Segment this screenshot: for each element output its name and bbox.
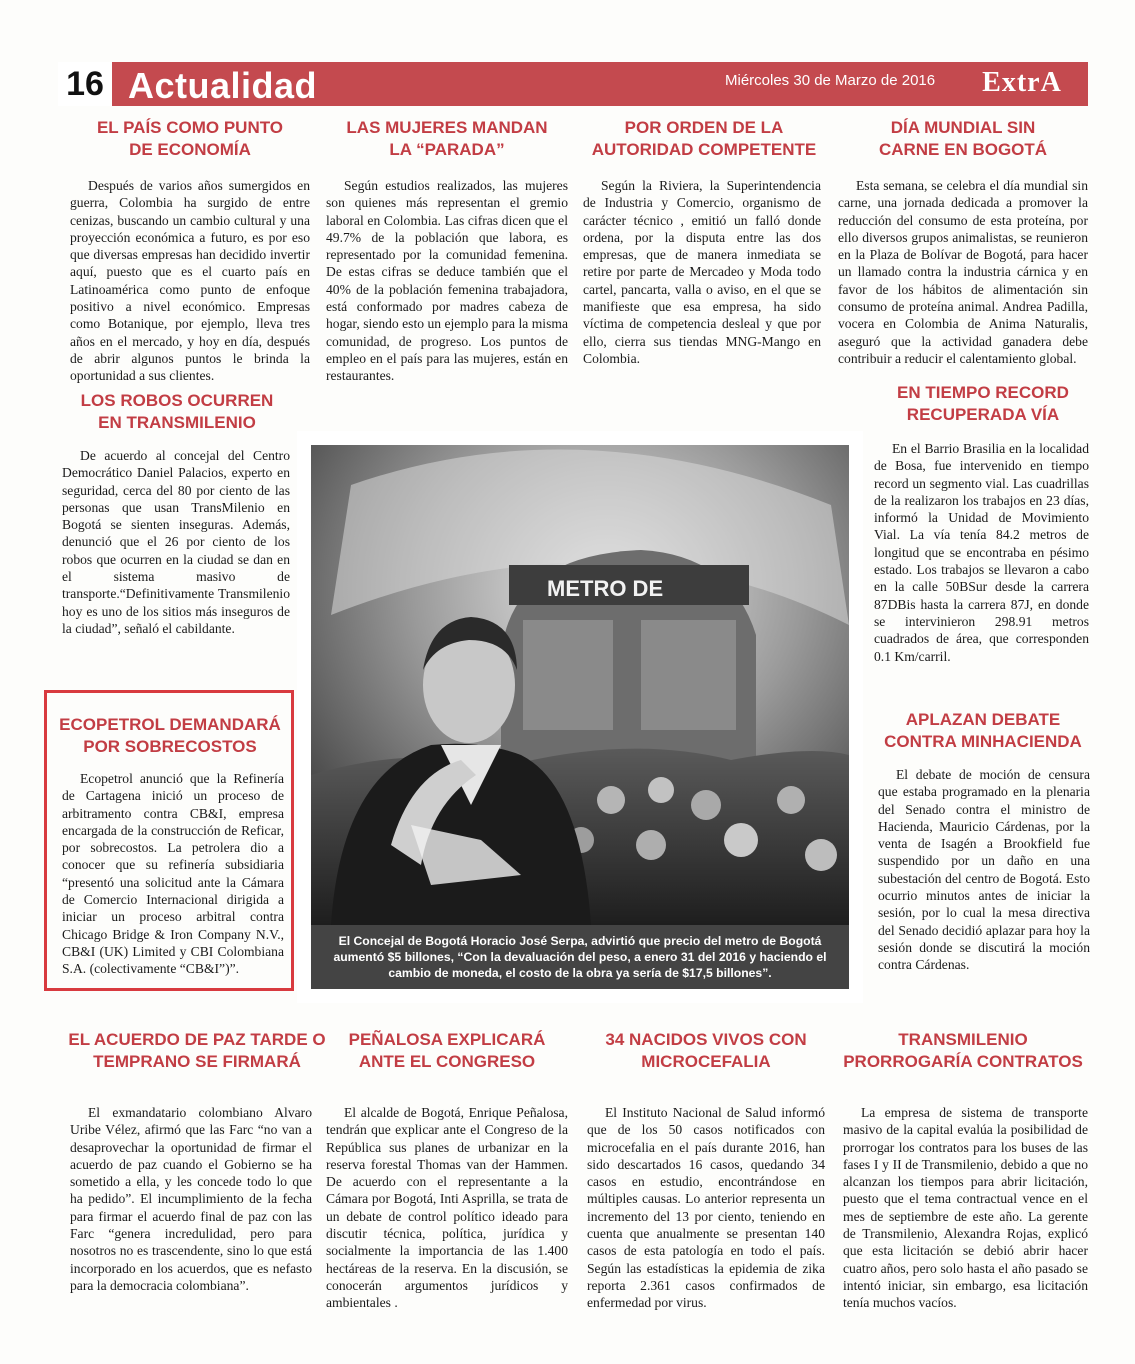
- article-body-acuerdo-paz: El exmandatario colombiano Alvaro Uribe Vélez, afirmó que las Farc “no van a desaprovechar la oportunidad de firmar el acuerdo de paz cuando el Gobierno se ha sometido a ella, y les concede todo lo que ha pedido”. El incumplimiento de la fecha para firmar el acuerdo final de paz con las Farc “genera incredulidad, pero para nosotros no es trascendente, sino lo que está incorporado en los acuerdos, que es nefasto para la democracia colombiana”.: [70, 1105, 312, 1293]
- headline-tiempo-record: EN TIEMPO RECORD RECUPERADA VÍA: [897, 383, 1069, 424]
- article-body-penalosa: El alcalde de Bogotá, Enrique Peñalosa, tendrán que explicar ante el Congreso de la República sus planes de urbanizar en la reserva forestal Thomas van der Hammen. De acuerdo con el representante a la Cámara por Bogotá, Inti Asprilla, se trata de un debate de control político ideado para discutir técnica, política, jurídica y socialmente la importancia de las 1.400 hectáreas de la reserva. En la discusión, se conocerán argumentos jurídicos y ambientales .: [326, 1105, 568, 1311]
- article-body-tiempo-record: En el Barrio Brasilia en la localidad de Bosa, fue intervenido en tiempo record un segmento vial. Las cuadrillas de la realizaron los trabajos en 23 días, informó la Unidad de Movimiento Vial. La vía tenía 84.2 metros de longitud que se encontraba en pésimo estado. Los trabajos se llevaron a cabo en la calle 50BSur desde la carrera 87DBis hasta la carrera 87J, en donde se intervinieron 298.91 metros cuadrados de área, que corresponden 0.1 Km/carril.: [874, 441, 1089, 664]
- article-body-dia-sin-carne: Esta semana, se celebra el día mundial sin carne, una jornada dedicada a promover la reducción del consumo de esta proteína, por ello diversos grupos animalistas, se reunieron en la Plaza de Bolívar de Bogotá, para hacer un llamado contra la industria cárnica y en favor de los hábitos de alimentación sin consumo de proteína animal. Andrea Padilla, vocera en Colombia de Anima Naturalis, aseguró que la actividad ganadera debe contribuir a reducir el calentamiento global.: [838, 178, 1088, 366]
- headline-microcefalia: 34 NACIDOS VIVOS CON MICROCEFALIA: [605, 1030, 807, 1071]
- article-body-transmilenio-contratos: La empresa de sistema de transporte masivo de la capital evalúa la posibilidad de prorrogar los contratos para los buses de las fases I y II de Transmilenio, debido a que no alcanzan los tiempos para abrir licitación, puesto que el tema contractual vence en el mes de septiembre de este año. La gerente de Transmilenio, Alexandra Rojas, explicó que esta licitación se debió abrir hacer cuatro años, pero solo hasta el año pasado se intentó iniciar, sin embargo, esa licitación tenía muchos vacíos.: [843, 1105, 1088, 1311]
- article-body-mujeres-mandan: Según estudios realizados, las mujeres son quienes más representan el gremio laboral en Colombia. Las cifras dicen que el 49.7% de la población que labora, es representado por la comunidad femenina. De estas cifras se deduce también que el 40% de la población femenina trabajadora, está conformado por madres cabeza de hogar, siendo esto un ejemplo para la misma comunidad, de progreso. Los puntos de empleo en el país para las mujeres, están en restaurantes.: [326, 178, 568, 384]
- section-title: Actualidad: [128, 65, 318, 106]
- headline-aplazan-debate: APLAZAN DEBATE CONTRA MINHACIENDA: [884, 710, 1082, 751]
- publication-date: Miércoles 30 de Marzo de 2016: [725, 72, 936, 89]
- metro-sign-text: METRO DE: [547, 576, 664, 601]
- headline-pais-economia: EL PAÍS COMO PUNTO DE ECONOMÍA: [96, 118, 284, 159]
- news-photo: [311, 445, 849, 925]
- article-body-orden-autoridad: Según la Riviera, la Superintendencia de Industria y Comercio, organismo de carácter técnico , emitió un falló donde ordena, por la disputa entre las dos empresas, que de manera inmediata se retire por parte de Mercadeo y Moda todo cartel, pancarta, valla o aviso, en el que se manifieste que esa empresa, ha sido víctima de competencia desleal y que por ello, cierra sus tiendas MNG-Mango en Colombia.: [583, 178, 821, 366]
- headline-robos-transmilenio: LOS ROBOS OCURREN EN TRANSMILENIO: [80, 391, 274, 432]
- news-photo-frame: [297, 431, 863, 1003]
- headline-orden-autoridad: POR ORDEN DE LA AUTORIDAD COMPETENTE: [591, 118, 817, 159]
- article-body-robos-transmilenio: De acuerdo al concejal del Centro Democrático Daniel Palacios, experto en seguridad, cerca del 80 por ciento de las personas que usan TransMilenio en Bogotá se sienten inseguras. Además, denunció que el 26 por ciento de los robos que ocurren en la ciudad se dan en el sistema masivo de transporte.“Definitivamente Transmilenio hoy es uno de los sitios más inseguros de la ciudad”, señaló el cabildante.: [62, 448, 290, 636]
- metro-photo-illustration: [311, 445, 849, 925]
- headline-transmilenio-contratos: TRANSMILENIO PRORROGARÍA CONTRATOS: [843, 1030, 1083, 1071]
- headline-mujeres-mandan: LAS MUJERES MANDAN LA “PARADA”: [346, 118, 548, 159]
- headline-penalosa: PEÑALOSA EXPLICARÁ ANTE EL CONGRESO: [348, 1030, 546, 1071]
- headline-acuerdo-paz: EL ACUERDO DE PAZ TARDE O TEMPRANO SE FIRMARÁ: [68, 1030, 326, 1071]
- article-body-pais-economia: Después de varios años sumergidos en guerra, Colombia ha surgido de entre cenizas, buscando un cambio cultural y una proyección económica a futuro, es por eso que diversas empresas han decidido invertir aquí, puesto que es el cuarto país en Latinoamérica como punto de enfoque positivo a nivel económico. Empresas como Botanique, por ejemplo, lleva tres años en el mercado, y hoy en día, después de abrir algunos puntos le brinda la oportunidad a sus clientes.: [70, 178, 310, 384]
- article-body-microcefalia: El Instituto Nacional de Salud informó que de los 50 casos notificados con microcefalia en el país durante 2016, han sido descartados 16 casos, quedando 34 casos en estudio, encontrándose en múltiples causas. Lo anterior representa un incremento del 13 por ciento, teniendo en cuenta que anualmente se presentan 140 casos de esta patología en todo el país. Según las estadísticas la epidemia de zika reporta 2.361 casos confirmados de enfermedad por virus.: [587, 1105, 825, 1311]
- article-body-ecopetrol: Ecopetrol anunció que la Refinería de Cartagena inició un proceso de arbitramento contra CB&I, empresa encargada de la construcción de Reficar, por sobrecostos. La petrolera dio a conocer que su refinería subsidiaria “presentó una solicitud ante la Cámara de Comercio Internacional dirigida a iniciar un proceso arbitral contra Chicago Bridge & Iron Company N.V., CB&I (UK) Limited y CBI Colombiana S.A. (colectivamente “CB&I”)”.: [62, 771, 284, 977]
- article-body-aplazan-debate: El debate de moción de censura que estaba programado en la plenaria del Senado contra el ministro de Hacienda, Mauricio Cárdenas, por la venta de Isagén a Brookfield fue suspendido por un daño en una subestación del centro de Bogotá. Esto ocurrio minutos antes de iniciar la sesión, por lo cual la mesa directiva del Senado decidió aplazar para hoy la sesión donde se discutirá la moción contra Cárdenas.: [878, 767, 1090, 973]
- page-number: 16: [58, 62, 112, 106]
- headline-dia-sin-carne: DÍA MUNDIAL SIN CARNE EN BOGOTÁ: [878, 118, 1048, 159]
- headline-ecopetrol: ECOPETROL DEMANDARÁ POR SOBRECOSTOS: [59, 715, 281, 756]
- photo-caption: El Concejal de Bogotá Horacio José Serpa, advirtió que precio del metro de Bogotá aumentó $5 billones, “Con la devaluación del peso, a enero 31 del 2016 y haciendo el cambio de moneda, el costo de la obra ya sería de $17,5 billones”.: [311, 925, 849, 989]
- newspaper-logo: ExtrA: [982, 67, 1062, 98]
